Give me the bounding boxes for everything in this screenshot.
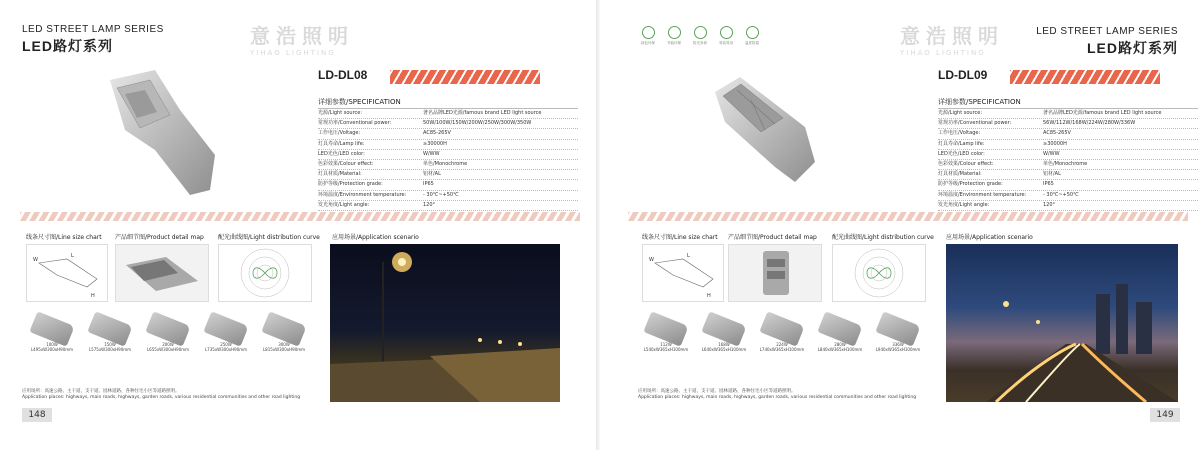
spec-key: 发光角度/Light angle: xyxy=(938,201,990,208)
spec-row xyxy=(318,119,578,129)
spec-value: - 30℃~+50℃ xyxy=(1043,191,1079,198)
variant-dimensions: L735xW300xH90mm xyxy=(204,347,248,352)
spec-value: 50W/100W/150W/200W/250W/300W/350W xyxy=(423,120,532,127)
spec-row xyxy=(318,150,578,160)
right-page xyxy=(600,0,1200,450)
brand-name-cn: 意浩照明 xyxy=(250,24,354,48)
spec-row xyxy=(938,170,1198,180)
spec-row xyxy=(938,201,1198,211)
brand-watermark xyxy=(250,20,354,57)
spec-key: 色彩效果/Colour effect: xyxy=(318,160,374,167)
brand-name-en: YIHAO LIGHTING xyxy=(900,49,986,57)
product-detail-map xyxy=(115,244,209,302)
eco-feature xyxy=(690,26,710,46)
model-name: LD-DL08 xyxy=(318,68,368,82)
spec-table xyxy=(938,108,1198,211)
variant-item xyxy=(696,318,752,352)
section-divider xyxy=(628,212,1188,221)
line-size-label: 线条尺寸图/Line size chart xyxy=(642,234,718,241)
variant-dimensions: L655xW300xH90mm xyxy=(146,347,190,352)
spec-value: AC85-265V xyxy=(1043,130,1071,137)
curve-label: 配光曲线图/Light distribution curve xyxy=(832,234,934,241)
spec-value: 56W/112W/168W/224W/280W/336W xyxy=(1043,120,1136,127)
light-distribution-curve xyxy=(218,244,312,302)
brand-name-en: YIHAO LIGHTING xyxy=(250,49,336,57)
spec-row xyxy=(318,180,578,190)
dim-label-h: H xyxy=(707,293,711,299)
variant-item xyxy=(754,318,810,352)
spec-value: 铝材/AL xyxy=(423,171,441,178)
variant-wattage: 100W xyxy=(46,342,58,347)
spec-key: 发光角度/Light angle: xyxy=(318,201,370,208)
spec-key: 防护等级/Protection grade: xyxy=(938,181,1003,188)
variant-wattage: 224W xyxy=(776,342,788,347)
dim-label-l: L xyxy=(71,253,74,259)
spec-row xyxy=(938,160,1198,170)
variant-dimensions: L640xW365xH100mm xyxy=(701,347,747,352)
spec-key: 常规功率/Conventional power: xyxy=(938,120,1012,127)
spec-row xyxy=(938,191,1198,201)
variant-item xyxy=(198,318,254,352)
variant-dimensions: L540xW365xH100mm xyxy=(643,347,689,352)
product-detail-map xyxy=(728,244,822,302)
eco-feature-icon xyxy=(746,26,759,39)
application-note-en: Application places: highways, main roads, highways, garden roads, various residential communities and other road lighting xyxy=(22,395,301,400)
spec-value: 120° xyxy=(1043,201,1056,208)
eco-feature-label: 节能环保 xyxy=(667,41,681,45)
series-title-cn: LED路灯系列 xyxy=(22,38,113,54)
spec-key: 环境温度/Environment temperature: xyxy=(938,191,1027,198)
spec-key: 常规功率/Conventional power: xyxy=(318,120,392,127)
page-number: 148 xyxy=(22,408,52,422)
spec-value: W/WW xyxy=(1043,150,1060,157)
spec-row xyxy=(938,140,1198,150)
scenario-label: 应用场景/Application scenario xyxy=(946,234,1033,241)
spec-value: ≥30000H xyxy=(423,140,447,147)
variant-item xyxy=(82,318,138,352)
variant-item xyxy=(812,318,868,352)
spec-row xyxy=(318,109,578,119)
variant-item xyxy=(24,318,80,352)
eco-feature-icon xyxy=(694,26,707,39)
curve-label: 配光曲线图/Light distribution curve xyxy=(218,234,320,241)
eco-feature xyxy=(664,26,684,46)
series-title-en: LED STREET LAMP SERIES xyxy=(1036,26,1178,37)
eco-feature xyxy=(716,26,736,46)
eco-feature-label: 温度防腐 xyxy=(745,41,759,45)
spec-value: 单色/Monochrome xyxy=(423,160,468,167)
spec-key: 光源/Light source: xyxy=(318,110,363,116)
spec-key: 光源/Light source: xyxy=(938,110,983,116)
spec-key: 环境温度/Environment temperature: xyxy=(318,191,407,198)
variant-item xyxy=(256,318,312,352)
page-number: 149 xyxy=(1150,408,1180,422)
spec-key: 灯具寿命/Lamp life: xyxy=(938,140,985,147)
detail-label: 产品细节图/Product detail map xyxy=(115,234,204,241)
spec-row xyxy=(938,180,1198,190)
spec-value: ≥30000H xyxy=(1043,140,1067,147)
spec-value: 单色/Monochrome xyxy=(1043,160,1088,167)
light-distribution-curve xyxy=(832,244,926,302)
section-divider xyxy=(20,212,580,221)
spec-value: 著名品牌LED光源/famous brand LED light source xyxy=(423,110,542,116)
variant-wattage: 112W xyxy=(660,342,672,347)
scenario-label: 应用场景/Application scenario xyxy=(332,234,419,241)
variant-wattage: 250W xyxy=(220,342,232,347)
application-note-cn: 应用场所：高速公路、主干道、支干道、园林道路、各种住宅小区等道路照明。 xyxy=(638,389,796,394)
spec-row xyxy=(938,150,1198,160)
spec-row xyxy=(318,201,578,211)
eco-feature-label: 绿色环保 xyxy=(641,41,655,45)
application-note-cn: 应用场所：高速公路、主干道、支干道、园林道路、各种住宅小区等道路照明。 xyxy=(22,389,180,394)
variant-wattage: 168W xyxy=(718,342,730,347)
spec-key: LED光色/LED color: xyxy=(938,150,985,157)
application-scene-photo xyxy=(946,244,1178,402)
spec-key: LED光色/LED color: xyxy=(318,150,365,157)
model-accent-bar xyxy=(390,70,540,84)
spec-value: IP65 xyxy=(423,181,434,188)
variant-dimensions: L495xW300xH90mm xyxy=(30,347,74,352)
variant-wattage: 336W xyxy=(892,342,904,347)
spec-row xyxy=(318,129,578,139)
eco-feature-icon xyxy=(720,26,733,39)
variant-wattage: 150W xyxy=(104,342,116,347)
eco-icon-row xyxy=(638,26,762,46)
series-title-en: LED STREET LAMP SERIES xyxy=(22,24,164,35)
variant-dimensions: L740xW365xH100mm xyxy=(759,347,805,352)
spec-value: 120° xyxy=(423,201,436,208)
eco-feature xyxy=(742,26,762,46)
spec-row xyxy=(938,109,1198,119)
variant-item xyxy=(638,318,694,352)
spec-key: 工作电压/Voltage: xyxy=(318,130,361,137)
line-size-label: 线条尺寸图/Line size chart xyxy=(26,234,102,241)
variant-wattage: 200W xyxy=(162,342,174,347)
spec-row xyxy=(318,191,578,201)
spec-row xyxy=(318,170,578,180)
spec-title: 详细参数/SPECIFICATION xyxy=(938,98,1021,106)
spec-key: 灯具材质/Material: xyxy=(318,171,362,178)
brand-name-cn: 意浩照明 xyxy=(900,24,1004,48)
spec-key: 灯具寿命/Lamp life: xyxy=(318,140,365,147)
model-accent-bar xyxy=(1010,70,1160,84)
product-image-dl09 xyxy=(705,72,855,192)
eco-feature-label: 防光寿命 xyxy=(693,41,707,45)
variant-dimensions: L575xW300xH90mm xyxy=(88,347,132,352)
spec-table xyxy=(318,108,578,211)
series-title-cn: LED路灯系列 xyxy=(1087,40,1178,56)
spec-value: - 30℃~+50℃ xyxy=(423,191,459,198)
spec-row xyxy=(318,160,578,170)
eco-feature-icon xyxy=(668,26,681,39)
spec-value: W/WW xyxy=(423,150,440,157)
eco-feature-icon xyxy=(642,26,655,39)
model-name: LD-DL09 xyxy=(938,68,988,82)
eco-feature-label: 易装易用 xyxy=(719,41,733,45)
variant-dimensions: L840xW365xH100mm xyxy=(817,347,863,352)
variant-wattage: 280W xyxy=(834,342,846,347)
variant-item xyxy=(870,318,926,352)
eco-feature xyxy=(638,26,658,46)
product-image-dl08 xyxy=(95,70,225,200)
variant-item xyxy=(140,318,196,352)
spec-title: 详细参数/SPECIFICATION xyxy=(318,98,401,106)
spec-row xyxy=(318,140,578,150)
spec-key: 灯具材质/Material: xyxy=(938,171,982,178)
spec-row xyxy=(938,129,1198,139)
spec-key: 工作电压/Voltage: xyxy=(938,130,981,137)
spec-value: AC85-265V xyxy=(423,130,451,137)
line-size-chart xyxy=(26,244,108,302)
variant-dimensions: L815xW300xH90mm xyxy=(262,347,306,352)
application-note-en: Application places: highways, main roads, highways, garden roads, various residential communities and other road lighting xyxy=(638,395,917,400)
line-size-chart xyxy=(642,244,724,302)
detail-label: 产品细节图/Product detail map xyxy=(728,234,817,241)
variant-wattage: 300W xyxy=(278,342,290,347)
variant-dimensions: L940xW365xH100mm xyxy=(875,347,921,352)
dim-label-w: W xyxy=(649,257,654,263)
dim-label-h: H xyxy=(91,293,95,299)
brand-watermark xyxy=(900,20,1004,57)
spec-key: 防护等级/Protection grade: xyxy=(318,181,383,188)
spec-value: 著名品牌LED光源/famous brand LED light source xyxy=(1043,110,1162,116)
spec-key: 色彩效果/Colour effect: xyxy=(938,160,994,167)
spec-value: IP65 xyxy=(1043,181,1054,188)
dim-label-w: W xyxy=(33,257,38,263)
dim-label-l: L xyxy=(687,253,690,259)
spec-row xyxy=(938,119,1198,129)
application-scene-photo xyxy=(330,244,560,402)
spec-value: 铝材/AL xyxy=(1043,171,1061,178)
